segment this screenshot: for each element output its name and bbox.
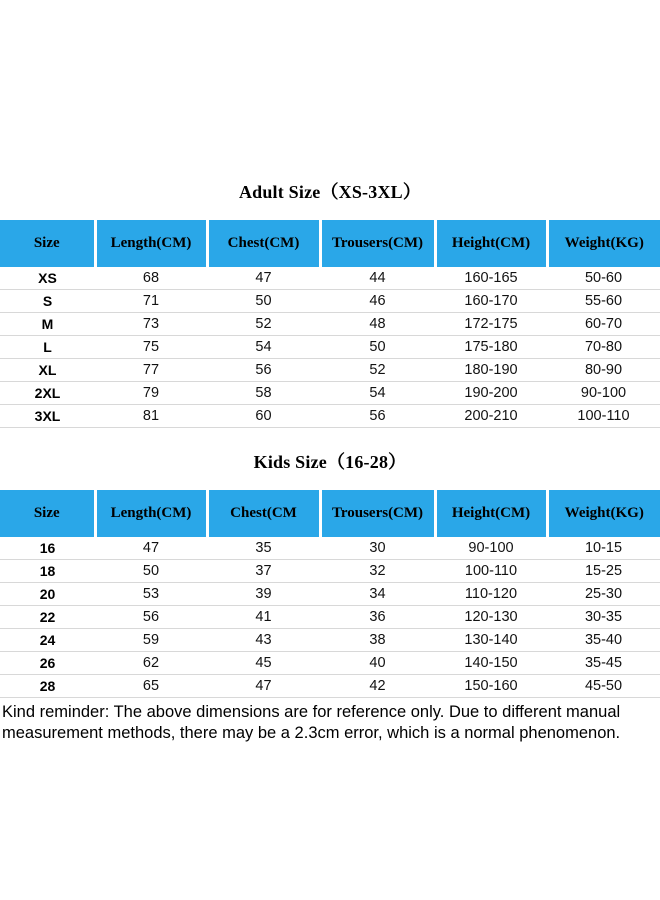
value-cell: 56	[207, 359, 320, 382]
value-cell: 41	[207, 606, 320, 629]
value-cell: 45-50	[547, 675, 660, 698]
value-cell: 60-70	[547, 313, 660, 336]
size-cell: 22	[0, 606, 95, 629]
adult-table-title: Adult Size（XS-3XL）	[238, 182, 422, 202]
value-cell: 25-30	[547, 583, 660, 606]
value-cell: 130-140	[435, 629, 547, 652]
size-cell: 3XL	[0, 405, 95, 428]
value-cell: 43	[207, 629, 320, 652]
value-cell: 46	[320, 290, 435, 313]
value-cell: 37	[207, 560, 320, 583]
kids-table-body	[0, 537, 660, 698]
value-cell: 47	[207, 675, 320, 698]
value-cell: 55-60	[547, 290, 660, 313]
column-header-trousers: Trousers(CM)	[320, 220, 435, 267]
value-cell: 53	[95, 583, 207, 606]
value-cell: 15-25	[547, 560, 660, 583]
value-cell: 50	[320, 336, 435, 359]
value-cell: 190-200	[435, 382, 547, 405]
value-cell: 90-100	[547, 382, 660, 405]
value-cell: 100-110	[435, 560, 547, 583]
table-row	[0, 313, 660, 336]
column-header-weight: Weight(KG)	[547, 220, 660, 267]
value-cell: 39	[207, 583, 320, 606]
adult-header-row	[0, 220, 660, 267]
value-cell: 50	[95, 560, 207, 583]
value-cell: 71	[95, 290, 207, 313]
table-row	[0, 336, 660, 359]
column-header-size: Size	[0, 490, 95, 537]
size-cell: 28	[0, 675, 95, 698]
column-header-chest: Chest(CM)	[207, 220, 320, 267]
value-cell: 42	[320, 675, 435, 698]
column-header-height: Height(CM)	[435, 490, 547, 537]
value-cell: 30-35	[547, 606, 660, 629]
value-cell: 60	[207, 405, 320, 428]
value-cell: 35	[207, 537, 320, 560]
value-cell: 73	[95, 313, 207, 336]
column-header-trousers: Trousers(CM)	[320, 490, 435, 537]
table-row	[0, 382, 660, 405]
value-cell: 58	[207, 382, 320, 405]
kids-header-row	[0, 490, 660, 537]
table-row	[0, 537, 660, 560]
value-cell: 110-120	[435, 583, 547, 606]
value-cell: 56	[95, 606, 207, 629]
table-row	[0, 290, 660, 313]
value-cell: 32	[320, 560, 435, 583]
size-cell: L	[0, 336, 95, 359]
value-cell: 172-175	[435, 313, 547, 336]
column-header-size: Size	[0, 220, 95, 267]
size-cell: S	[0, 290, 95, 313]
value-cell: 30	[320, 537, 435, 560]
value-cell: 35-40	[547, 629, 660, 652]
column-header-height: Height(CM)	[435, 220, 547, 267]
value-cell: 180-190	[435, 359, 547, 382]
value-cell: 35-45	[547, 652, 660, 675]
value-cell: 175-180	[435, 336, 547, 359]
table-row	[0, 405, 660, 428]
adult-size-table	[0, 220, 660, 428]
table-row	[0, 560, 660, 583]
value-cell: 54	[320, 382, 435, 405]
reminder-line-1: Kind reminder: The above dimensions are for reference only. Due to different manual	[2, 703, 621, 721]
value-cell: 45	[207, 652, 320, 675]
size-cell: XL	[0, 359, 95, 382]
table-row	[0, 606, 660, 629]
value-cell: 38	[320, 629, 435, 652]
value-cell: 54	[207, 336, 320, 359]
size-cell: 20	[0, 583, 95, 606]
value-cell: 160-170	[435, 290, 547, 313]
size-cell: XS	[0, 267, 95, 290]
table-row	[0, 652, 660, 675]
reminder-line-2: measurement methods, there may be a 2.3cm error, which is a normal phenomenon.	[2, 724, 621, 742]
value-cell: 44	[320, 267, 435, 290]
size-cell: 2XL	[0, 382, 95, 405]
value-cell: 80-90	[547, 359, 660, 382]
size-cell: M	[0, 313, 95, 336]
value-cell: 150-160	[435, 675, 547, 698]
column-header-length: Length(CM)	[95, 490, 207, 537]
column-header-length: Length(CM)	[95, 220, 207, 267]
value-cell: 10-15	[547, 537, 660, 560]
size-cell: 16	[0, 537, 95, 560]
value-cell: 40	[320, 652, 435, 675]
value-cell: 50	[207, 290, 320, 313]
value-cell: 65	[95, 675, 207, 698]
value-cell: 59	[95, 629, 207, 652]
table-row	[0, 267, 660, 290]
value-cell: 47	[207, 267, 320, 290]
adult-table-body	[0, 267, 660, 428]
value-cell: 47	[95, 537, 207, 560]
value-cell: 79	[95, 382, 207, 405]
value-cell: 81	[95, 405, 207, 428]
value-cell: 140-150	[435, 652, 547, 675]
table-row	[0, 583, 660, 606]
table-row	[0, 359, 660, 382]
value-cell: 160-165	[435, 267, 547, 290]
column-header-weight: Weight(KG)	[547, 490, 660, 537]
value-cell: 36	[320, 606, 435, 629]
value-cell: 200-210	[435, 405, 547, 428]
value-cell: 90-100	[435, 537, 547, 560]
value-cell: 52	[320, 359, 435, 382]
value-cell: 70-80	[547, 336, 660, 359]
size-cell: 24	[0, 629, 95, 652]
table-row	[0, 675, 660, 698]
kids-size-table	[0, 490, 660, 698]
value-cell: 62	[95, 652, 207, 675]
value-cell: 52	[207, 313, 320, 336]
kids-table-title: Kids Size（16-28）	[253, 452, 407, 472]
value-cell: 34	[320, 583, 435, 606]
value-cell: 75	[95, 336, 207, 359]
table-row	[0, 629, 660, 652]
size-cell: 26	[0, 652, 95, 675]
value-cell: 56	[320, 405, 435, 428]
reminder-text	[0, 702, 660, 744]
column-header-chest: Chest(CM	[207, 490, 320, 537]
value-cell: 68	[95, 267, 207, 290]
value-cell: 100-110	[547, 405, 660, 428]
value-cell: 120-130	[435, 606, 547, 629]
value-cell: 48	[320, 313, 435, 336]
size-cell: 18	[0, 560, 95, 583]
value-cell: 50-60	[547, 267, 660, 290]
value-cell: 77	[95, 359, 207, 382]
